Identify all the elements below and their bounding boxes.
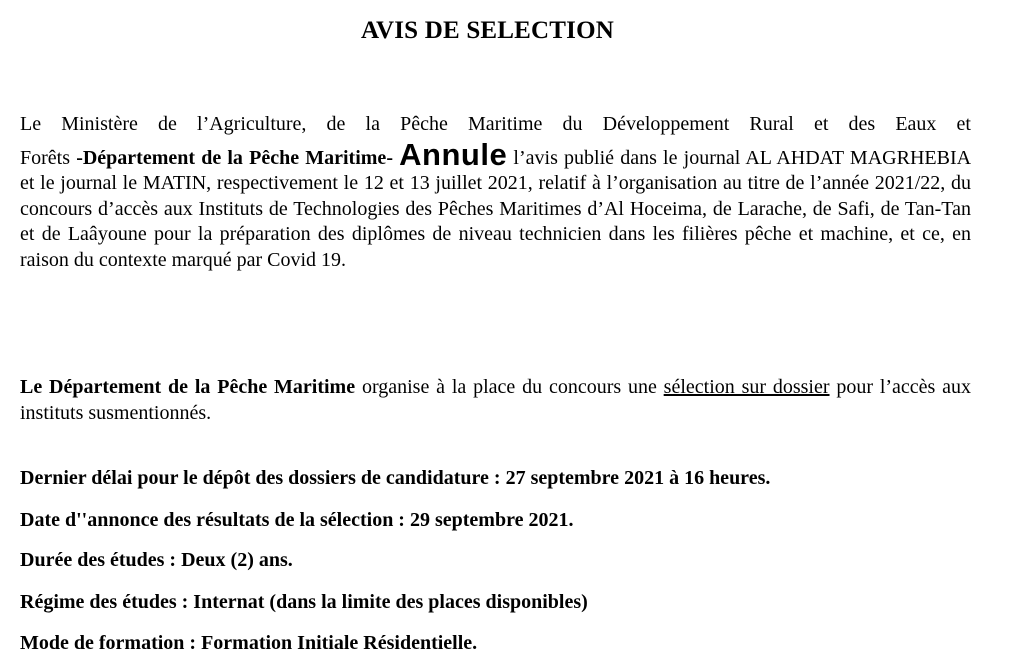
deadline-fact: Dernier délai pour le dépôt des dossiers de candidature : 27 septembre 2021 à 16 heures. (20, 467, 771, 489)
training-mode-fact: Mode de formation : Formation Initiale Résidentielle. (20, 632, 478, 654)
regime-fact: Régime des études : Internat (dans la limite des places disponibles) (20, 591, 588, 613)
page-title: AVIS DE SELECTION (360, 17, 615, 44)
paragraph-body: l’avis publié dans le journal AL AHDAT MAGRHEBIA et le journal le MATIN, respectivement le 12 et 13 juillet 2021, relatif à l’organisation au titre de l’année 2021/22, du concours d’accès aux Instituts de Technologies des Pêches Maritimes d’Al Hoceima, de Larache, de Safi, de Tan-Tan et de Laâyoune pour la préparation des diplômes de niveau technicien dans les filières pêche et machine, et ce, en raison du contexte marqué par Covid 19. (20, 146, 972, 271)
paragraph-middle: organise à la place du concours une (361, 376, 657, 398)
paragraph-line-1: Le Ministère de l’Agriculture, de la Pêche Maritime du Développement Rural et des Eaux et (20, 113, 971, 135)
results-date-fact: Date d''annonce des résultats de la sélection : 29 septembre 2021. (20, 509, 574, 531)
selection-paragraph (20, 374, 971, 426)
paragraph-end: pour l’accès aux instituts susmentionnés. (20, 376, 972, 424)
duration-fact: Durée des études : Deux (2) ans. (20, 549, 293, 571)
department-name: Le Département de la Pêche Maritime (20, 376, 356, 398)
annule-keyword: Annule (399, 136, 508, 172)
selection-sur-dossier-text: sélection sur dossier (663, 376, 830, 398)
annulation-paragraph (20, 112, 971, 273)
paragraph-prefix: Forêts (20, 146, 77, 169)
department-name: -Département de la Pêche Maritime- (76, 146, 393, 169)
